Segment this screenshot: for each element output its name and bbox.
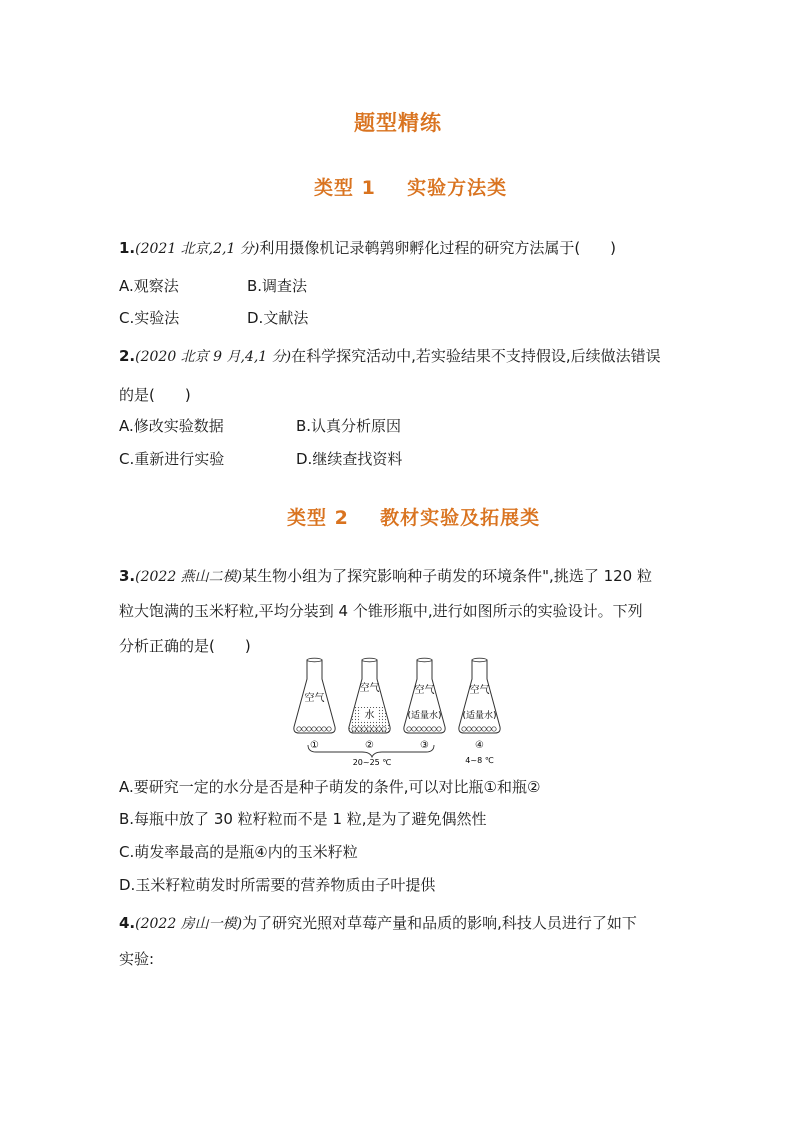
question-3 <box>119 565 652 586</box>
option-d: D.文献法 <box>247 309 309 327</box>
question-source: (2020 北京 9 月,4,1 分) <box>135 349 292 365</box>
option-b: B.每瓶中放了 30 粒籽粒而不是 1 粒,是为了避免偶然性 <box>119 810 487 828</box>
option-d: D.玉米籽粒萌发时所需要的营养物质由子叶提供 <box>119 876 436 894</box>
flask-water-label: (适量水) <box>462 711 497 721</box>
flask-water-label: (适量水) <box>407 711 442 721</box>
flask-number: ③ <box>420 740 429 751</box>
question-stem: 某生物小组为了探究影响种子萌发的环境条件",挑选了 120 粒 <box>242 567 652 585</box>
page-title: 题型精练 <box>354 111 442 135</box>
question-number: 2. <box>119 347 136 365</box>
question-stem-continued: 粒大饱满的玉米籽粒,平均分装到 4 个锥形瓶中,进行如图所示的实验设计。下列 <box>119 602 643 620</box>
question-stem: 为了研究光照对草莓产量和品质的影响,科技人员进行了如下 <box>242 914 637 932</box>
flask-water-label: 水 <box>364 710 375 721</box>
option-b: B.调查法 <box>247 277 308 295</box>
question-number: 1. <box>119 239 136 257</box>
option-d: D.继续查找资料 <box>296 450 403 468</box>
option-c: C.重新进行实验 <box>119 450 225 468</box>
question-number: 3. <box>119 567 136 585</box>
flask-air-label: 空气 <box>469 685 490 696</box>
option-c: C.实验法 <box>119 309 180 327</box>
flask-air-label: 空气 <box>304 693 325 704</box>
question-source: (2022 燕山二模) <box>135 569 243 585</box>
question-source: (2021 北京,2,1 分) <box>135 241 260 257</box>
question-stem-continued: 实验: <box>119 950 155 968</box>
option-a: A.要研究一定的水分是否是种子萌发的条件,可以对比瓶①和瓶② <box>119 778 541 796</box>
section-label: 类型 1 <box>314 177 376 199</box>
flask-number: ① <box>310 740 319 751</box>
question-source: (2022 房山一模) <box>135 916 243 932</box>
question-stem-continued: 分析正确的是( ) <box>119 637 251 655</box>
question-2 <box>119 345 661 366</box>
section-heading-1 <box>314 173 507 200</box>
option-a: A.观察法 <box>119 277 179 295</box>
flask-air-label: 空气 <box>414 685 435 696</box>
flask-air-label: 空气 <box>359 683 380 694</box>
section-name: 教材实验及拓展类 <box>380 507 541 529</box>
section-name: 实验方法类 <box>407 177 508 199</box>
question-1 <box>119 237 616 258</box>
option-b: B.认真分析原因 <box>296 417 402 435</box>
flask-4 <box>459 658 500 751</box>
flask-experiment-figure <box>290 655 510 767</box>
flask-water-text: 适量水 <box>465 711 494 721</box>
option-c: C.萌发率最高的是瓶④内的玉米籽粒 <box>119 843 358 861</box>
flask-2 <box>349 658 390 751</box>
question-stem: 利用摄像机记录鹌鹑卵孵化过程的研究方法属于( ) <box>259 239 617 257</box>
question-stem: 在科学探究活动中,若实验结果不支持假设,后续做法错误 <box>291 347 661 365</box>
flask-number: ④ <box>475 740 484 751</box>
question-4 <box>119 912 637 933</box>
temperature-label: 4~8 ℃ <box>465 756 494 765</box>
section-label: 类型 2 <box>287 507 349 529</box>
question-stem-continued: 的是( ) <box>119 386 191 404</box>
section-heading-2 <box>287 503 540 530</box>
flask-3 <box>404 658 445 751</box>
temperature-label: 20~25 ℃ <box>352 758 392 767</box>
question-number: 4. <box>119 914 136 932</box>
flask-water-text: 适量水 <box>410 711 439 721</box>
flask-number: ② <box>365 740 374 751</box>
option-a: A.修改实验数据 <box>119 417 224 435</box>
flask-1 <box>294 658 335 751</box>
